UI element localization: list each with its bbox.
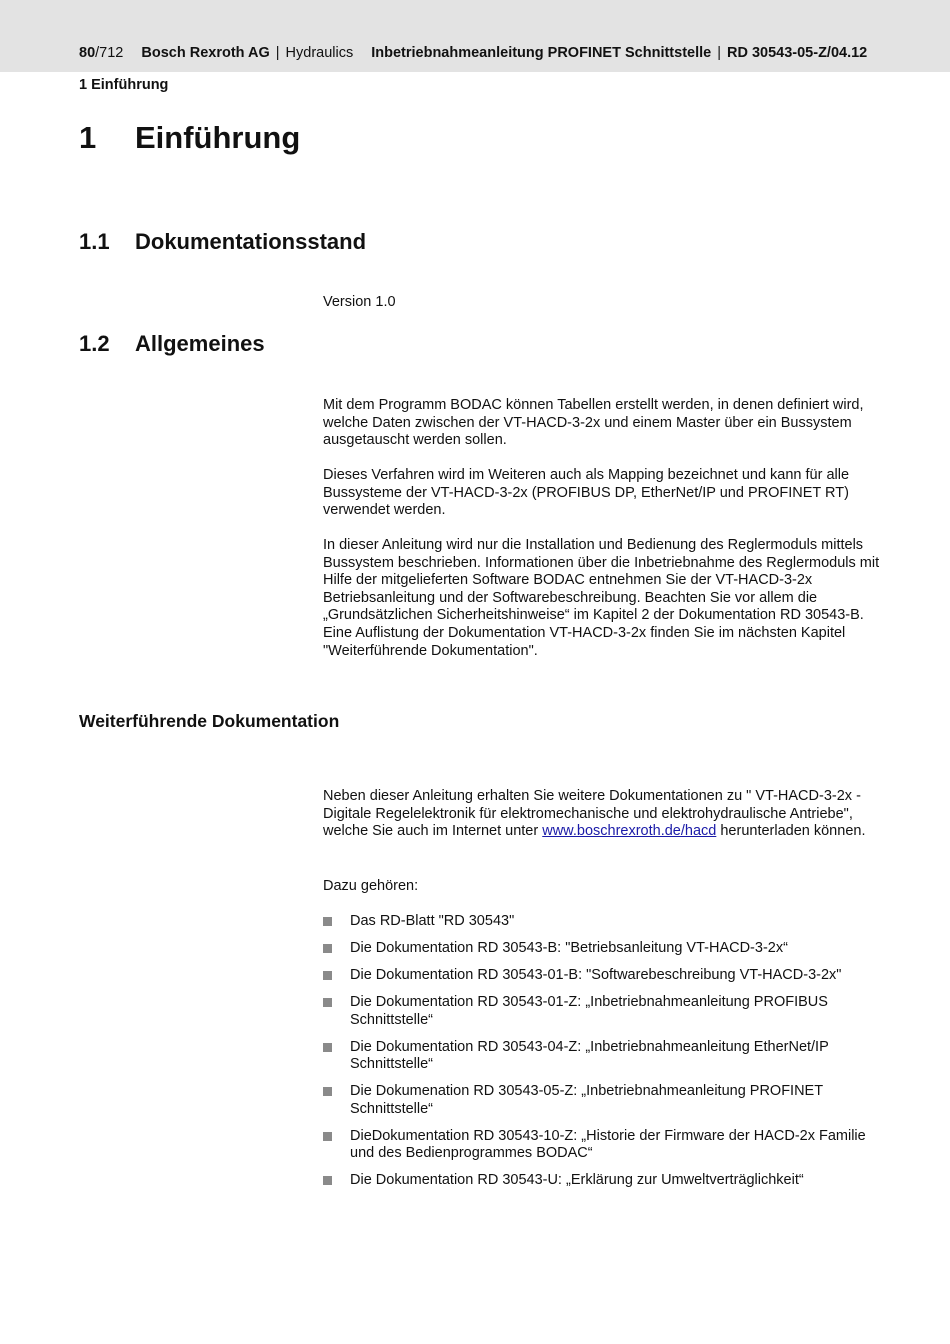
bullet-square-icon xyxy=(323,944,332,953)
section-title: Dokumentationsstand xyxy=(135,229,367,254)
hacd-link[interactable]: www.boschrexroth.de/hacd xyxy=(542,823,717,840)
bullet-square-icon xyxy=(323,1132,332,1141)
section-title: Allgemeines xyxy=(135,331,265,356)
document-title: Inbetriebnahmeanleitung PROFINET Schnittstelle xyxy=(371,45,712,61)
list-item-text: Die Dokumentation RD 30543-01-B: "Softwarebeschreibung VT-HACD-3-2x" xyxy=(350,966,842,983)
document-id: RD 30543-05-Z/04.12 xyxy=(727,45,868,61)
header-divider: | xyxy=(275,45,280,61)
list-item-text: Die Dokumentation RD 30543-04-Z: „Inbetriebnahmeanleitung EtherNet/IP Schnittstelle“ xyxy=(350,1038,829,1073)
list-item-text: Die Dokumenation RD 30543-05-Z: „Inbetriebnahmeanleitung PROFINET Schnittstelle“ xyxy=(350,1083,823,1117)
page-total: /712 xyxy=(95,45,124,61)
bullet-square-icon xyxy=(323,1176,332,1185)
subsection-heading: Weiterführende Dokumentation xyxy=(79,711,340,731)
bullet-square-icon xyxy=(323,1043,332,1052)
documentation-list xyxy=(323,913,883,1199)
list-item xyxy=(323,994,883,1029)
page-number: 80 xyxy=(79,45,96,61)
header-divider-2: | xyxy=(717,45,721,61)
bullet-square-icon xyxy=(323,917,332,926)
list-item-text: Die Dokumentation RD 30543-U: „Erklärung zur Umweltverträglichkeit“ xyxy=(350,1172,804,1189)
section-heading-1-1 xyxy=(79,229,366,255)
list-item xyxy=(323,1039,883,1074)
list-item-text: DieDokumentation RD 30543-10-Z: „Historie der Firmware der HACD-2x Familie und des Bedienprogrammes BODAC“ xyxy=(350,1127,866,1162)
chapter-heading xyxy=(79,120,300,156)
breadcrumb: 1 Einführung xyxy=(79,77,169,93)
list-item xyxy=(323,967,883,985)
bullet-square-icon xyxy=(323,971,332,980)
paragraph: In dieser Anleitung wird nur die Installation und Bedienung des Reglermoduls mittels Bussystem beschrieben. Informationen über die Inbetriebnahme des Reglermoduls mit Hilfe der mitgelieferten Software BODAC entnehmen Sie der VT-HACD-3-2x Betriebsanleitung und der Softwarebeschreibung. Beachten Sie vor allem die „Grundsätzlichen Sicherheitshinweise“ im Kapitel 2 der Dokumentation RD 30543-B. Eine Auflistung der Dokumentation VT-HACD-3-2x finden Sie im nächsten Kapitel "Weiterführende Dokumentation". xyxy=(323,537,880,659)
list-item xyxy=(323,913,883,931)
list-item-text: Die Dokumentation RD 30543-01-Z: „Inbetriebnahmeanleitung PROFIBUS Schnittstelle“ xyxy=(350,993,828,1028)
section-number: 1.1 xyxy=(79,229,110,254)
section-heading-1-2 xyxy=(79,331,265,357)
list-item xyxy=(323,940,883,958)
list-item xyxy=(323,1128,883,1163)
bullet-square-icon xyxy=(323,1087,332,1096)
list-intro: Dazu gehören: xyxy=(323,878,419,894)
intro-text: Neben dieser Anleitung erhalten Sie weitere Dokumentationen zu " VT-HACD-3-2x - Digitale Regelelektronik für elektromechanische und elektrohydraulische Antriebe", welche Sie auch im Internet unter xyxy=(323,788,861,840)
version-text: Version 1.0 xyxy=(323,294,396,310)
intro-text-end: herunterladen können. xyxy=(716,823,866,840)
bullet-square-icon xyxy=(323,998,332,1007)
section-number: 1.2 xyxy=(79,331,110,356)
page-header xyxy=(0,0,950,72)
list-item-text: Das RD-Blatt "RD 30543" xyxy=(350,913,515,929)
header-line xyxy=(79,45,867,61)
list-item xyxy=(323,1083,883,1118)
division-name: Hydraulics xyxy=(285,45,354,61)
chapter-number: 1 xyxy=(79,120,97,155)
list-item-text: Die Dokumentation RD 30543-B: "Betriebsanleitung VT-HACD-3-2x“ xyxy=(350,939,788,956)
intro-paragraph xyxy=(323,788,883,841)
list-item xyxy=(323,1172,883,1190)
paragraph: Dieses Verfahren wird im Weiteren auch als Mapping bezeichnet und kann für alle Bussysteme der VT-HACD-3-2x (PROFIBUS DP, EtherNet/IP und PROFINET RT) verwendet werden. xyxy=(323,467,850,519)
company-name: Bosch Rexroth AG xyxy=(141,45,270,61)
paragraph: Mit dem Programm BODAC können Tabellen erstellt werden, in denen definiert wird, welche Daten zwischen der VT-HACD-3-2x und einem Master über ein Bussystem ausgetauscht werden sollen. xyxy=(323,397,864,449)
chapter-title: Einführung xyxy=(135,120,301,155)
